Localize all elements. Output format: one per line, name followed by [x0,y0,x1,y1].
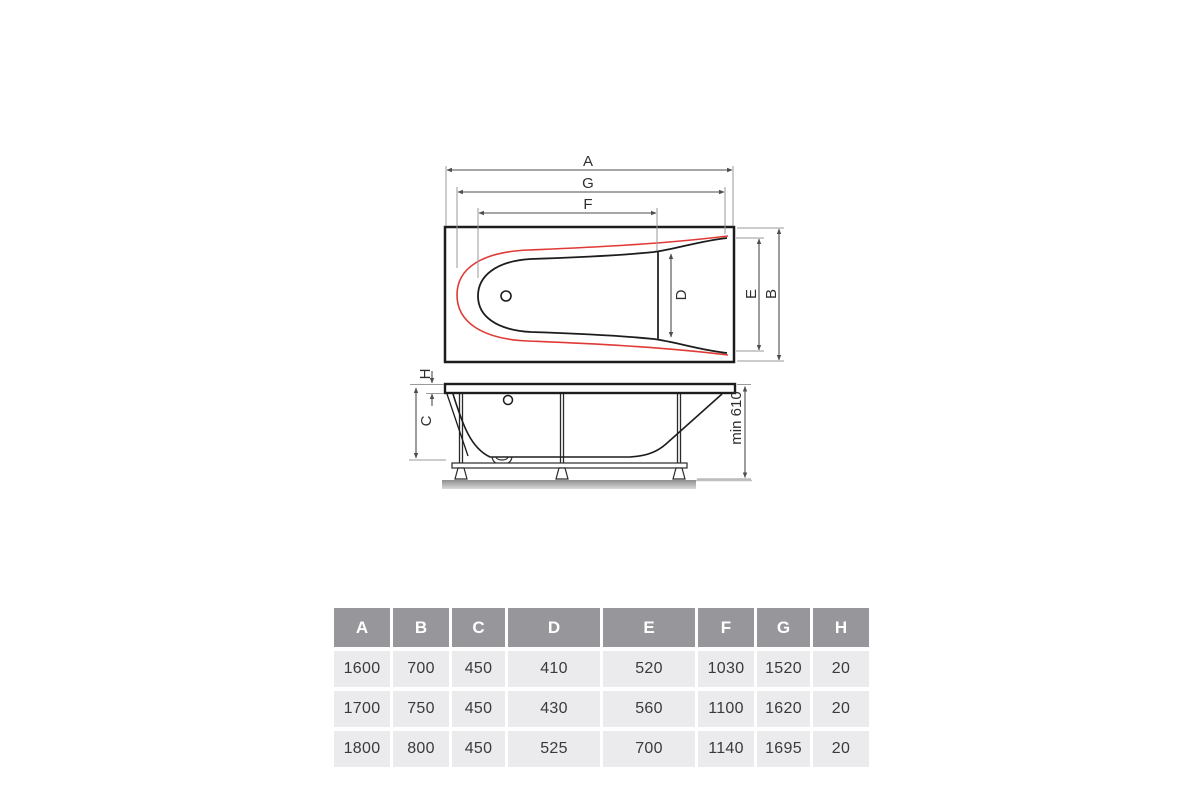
drain-hole [501,291,511,301]
table-cell: 700 [603,731,695,767]
table-header-G: G [757,608,810,647]
table-cell: 20 [813,731,869,767]
table-cell: 1100 [698,691,754,727]
dimension-table [334,608,869,767]
table-cell: 450 [452,731,505,767]
table-cell: 1620 [757,691,810,727]
table-header-B: B [393,608,449,647]
table-cell: 1520 [757,651,810,687]
frame-feet [455,468,685,479]
rim-slab [445,384,735,393]
table-header-E: E [603,608,695,647]
table-cell: 410 [508,651,600,687]
dim-label-G: G [582,175,594,192]
table-cell: 20 [813,651,869,687]
dim-label-C: C [418,415,435,427]
table-cell: 450 [452,691,505,727]
table-cell: 1030 [698,651,754,687]
table-cell: 560 [603,691,695,727]
dim-label-E: E [743,288,760,300]
overflow-hole [504,396,513,405]
table-header-C: C [452,608,505,647]
table-cell: 430 [508,691,600,727]
dim-label-H: H [417,368,434,380]
table-header-H: H [813,608,869,647]
table-header-D: D [508,608,600,647]
dim-label-D: D [673,289,690,301]
table-cell: 1600 [334,651,390,687]
table-cell: 20 [813,691,869,727]
table-cell: 1800 [334,731,390,767]
apron-edge-line [447,394,468,456]
table-header-A: A [334,608,390,647]
table-header-F: F [698,608,754,647]
dim-label-A: A [582,153,594,170]
table-cell: 1700 [334,691,390,727]
table-cell: 700 [393,651,449,687]
table-cell: 1140 [698,731,754,767]
table-cell: 520 [603,651,695,687]
table-cell: 525 [508,731,600,767]
dim-label-F: F [583,196,593,213]
table-cell: 750 [393,691,449,727]
table-cell: 1695 [757,731,810,767]
side-view [409,369,752,489]
tub-shell-profile [453,394,722,457]
dim-label-min-height: min 610 [728,391,745,445]
table-cell: 450 [452,651,505,687]
ground [442,480,696,489]
table-cell: 800 [393,731,449,767]
dim-label-B: B [763,288,780,300]
frame-rail [452,463,687,468]
top-view [445,153,784,362]
